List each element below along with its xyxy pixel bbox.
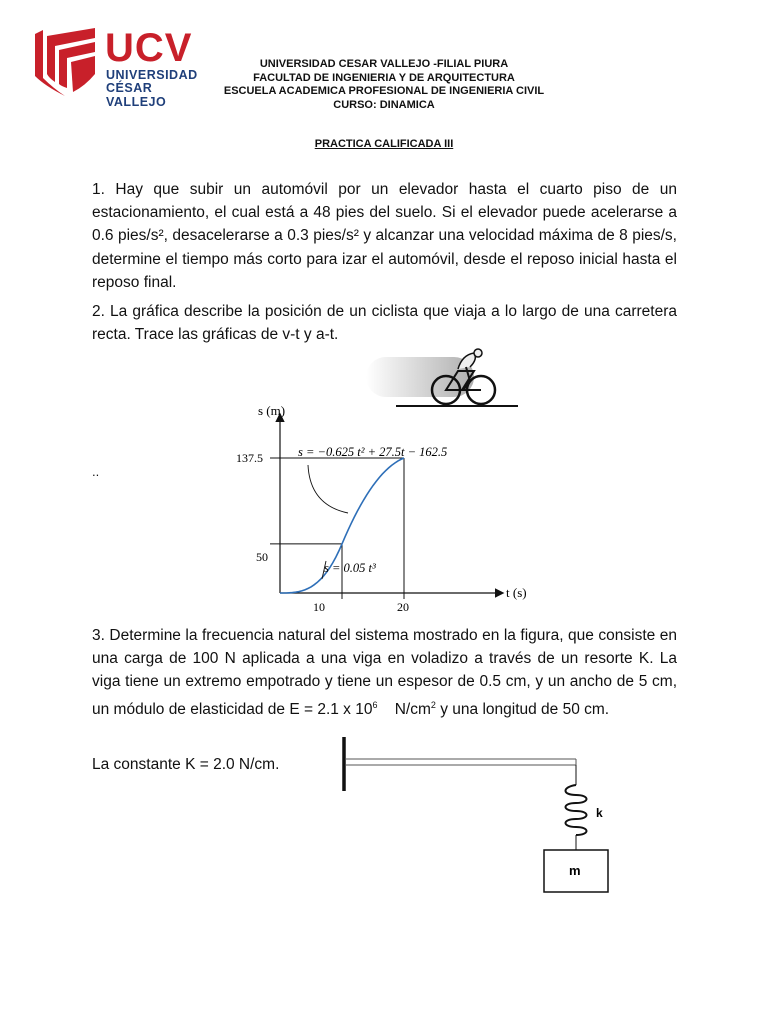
logo-brand: UCV xyxy=(105,26,193,70)
mass-label: m xyxy=(569,863,581,878)
x-tick-10: 10 xyxy=(313,600,325,614)
problem-3-text-a: 3. Determine la frecuencia natural del sistema mostrado en la figura, que consiste en una carga de 100 N aplicada a una viga en voladizo a través de un resorte K. La viga tiene un extremo empotrado y tiene un espesor de 0.5 cm, y un ancho de 5 cm, un módulo de elasticidad de E = 2.1 x 10 xyxy=(92,627,677,718)
header-school: ESCUELA ACADEMICA PROFESIONAL DE INGENIERIA CIVIL xyxy=(223,85,545,98)
page-title: PRACTICA CALIFICADA III xyxy=(314,138,454,150)
header-course: CURSO: DINAMICA xyxy=(333,98,435,111)
guide-lines xyxy=(270,458,404,599)
y-axis-label: s (m) xyxy=(258,403,286,418)
problem-3-text xyxy=(92,624,677,721)
cantilever-spring-figure xyxy=(336,735,636,895)
header-university: UNIVERSIDAD CESAR VALLEJO -FILIAL PIURA xyxy=(259,58,509,70)
y-tick-137-5: 137.5 xyxy=(236,451,263,465)
spring-constant-text: La constante K = 2.0 N/cm. xyxy=(92,756,280,773)
y-tick-50: 50 xyxy=(256,550,268,564)
position-time-chart xyxy=(236,345,550,620)
problem-3-unit: N/cm xyxy=(394,700,431,718)
spring-label: k xyxy=(596,806,603,820)
x-tick-20: 20 xyxy=(397,600,409,614)
problem-3-text-c: y una longitud de 50 cm. xyxy=(435,700,610,718)
exponent-2: 2 xyxy=(430,699,436,710)
equation-upper: s = −0.625 t² + 27.5t − 162.5 xyxy=(298,445,448,459)
problem-2-text: 2. La gráfica describe la posición de un ciclista que viaja a lo largo de una carretera recta. Trace las gráficas de v-t y a-t. xyxy=(92,303,677,344)
leader-upper xyxy=(308,465,348,513)
dots-text: .. xyxy=(92,464,100,479)
equation-lower: s = 0.05 t³ xyxy=(324,561,376,575)
document-header xyxy=(0,58,768,112)
logo-line2: CÉSAR VALLEJO xyxy=(106,81,167,109)
exponent-6: 6 xyxy=(372,699,378,710)
logo-line1: UNIVERSIDAD xyxy=(106,68,198,82)
x-axis-label: t (s) xyxy=(506,585,527,600)
problem-1-text: 1. Hay que subir un automóvil por un elevador hasta el cuarto piso de un estacionamiento, el cual está a 48 pies del suelo. Si el elevador puede acelerarse a 0.6 pies/s², desacelerarse a 0.3 pies/s² y alcanzar una velocidad máxima de 8 pies/s, determine el tiempo más corto para izar el automóvil, desde el reposo inicial hasta el reposo final. xyxy=(92,181,677,291)
header-faculty: FACULTAD DE INGENIERIA Y DE ARQUITECTURA xyxy=(253,71,515,84)
